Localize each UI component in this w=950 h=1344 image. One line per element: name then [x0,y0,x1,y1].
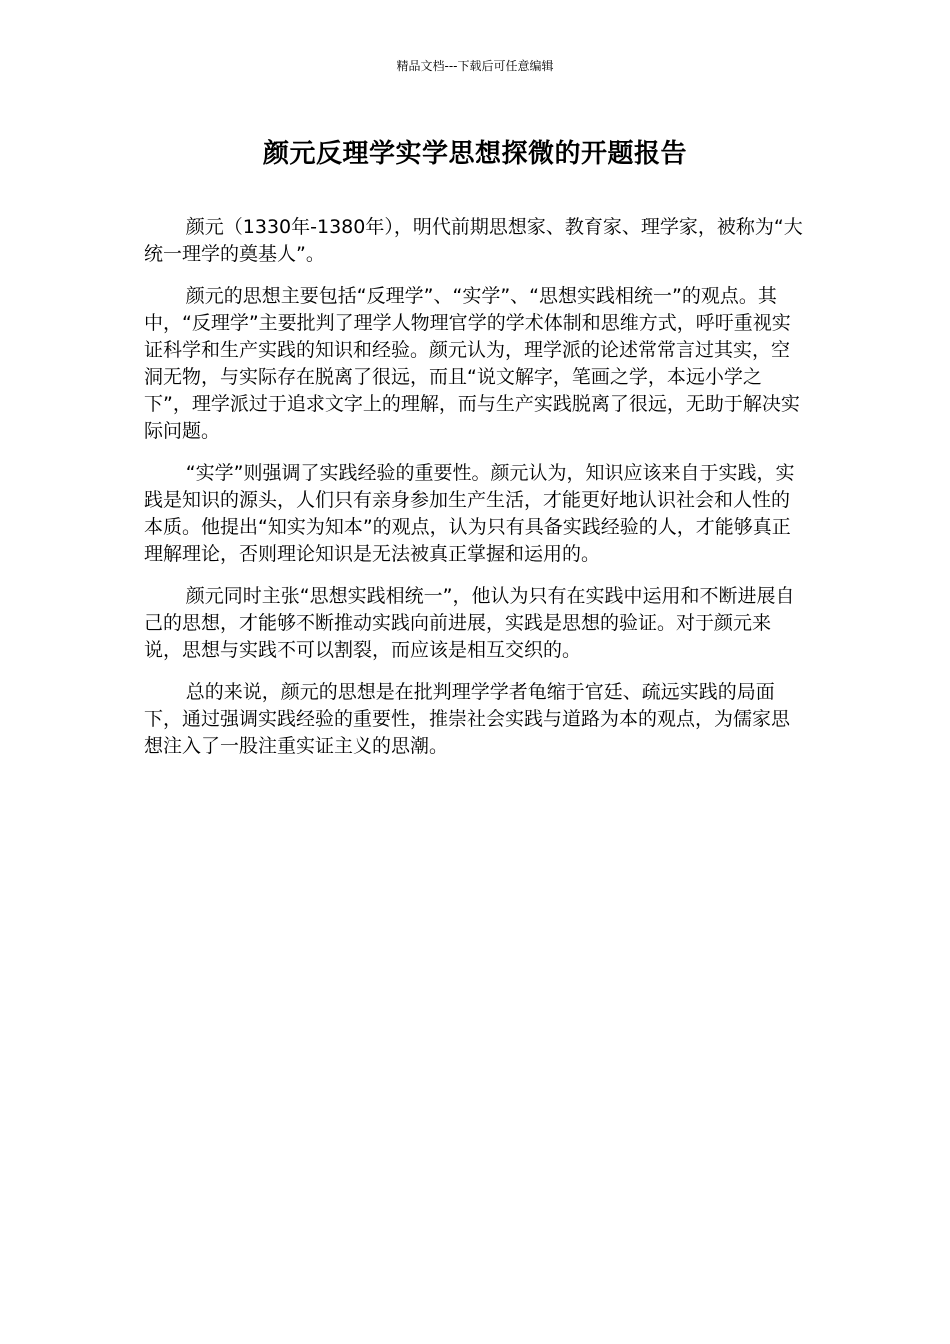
document-title: 颜元反理学实学思想探微的开题报告 [262,139,687,169]
document-body [144,214,806,775]
paragraph-2: 颜元的思想主要包括“反理学”、“实学”、“思想实践相统一”的观点。其中，“反理学”主要批判了理学人物理官学的学术体制和思维方式，呼吁重视实证科学和生产实践的知识和经验。颜元认为，理学派的论述常常言过其实，空洞无物，与实际存在脱离了很远，而且“说文解字，笔画之学，本远小学之下”，理学派过于追求文字上的理解，而与生产实践脱离了很远，无助于解决实际问题。 [144,285,800,442]
paragraph-1: 颜元（1330年-1380年），明代前期思想家、教育家、理学家，被称为“大统一理学的奠基人”。 [144,216,803,265]
paragraph-5: 总的来说，颜元的思想是在批判理学学者龟缩于官廷、疏远实践的局面下，通过强调实践经验的重要性，推崇社会实践与道路为本的观点，为儒家思想注入了一股注重实证主义的思潮。 [144,681,791,757]
page-header: 精品文档---下载后可任意编辑 [396,59,554,73]
paragraph-3: “实学”则强调了实践经验的重要性。颜元认为，知识应该来自于实践，实践是知识的源头，人们只有亲身参加生产生活，才能更好地认识社会和人性的本质。他提出“知实为知本”的观点，认为只有具备实践经验的人，才能够真正理解理论，否则理论知识是无法被真正掌握和运用的。 [144,462,795,565]
paragraph-4: 颜元同时主张“思想实践相统一”，他认为只有在实践中运用和不断进展自己的思想，才能够不断推动实践向前进展，实践是思想的验证。对于颜元来说，思想与实践不可以割裂，而应该是相互交织的。 [144,585,795,661]
